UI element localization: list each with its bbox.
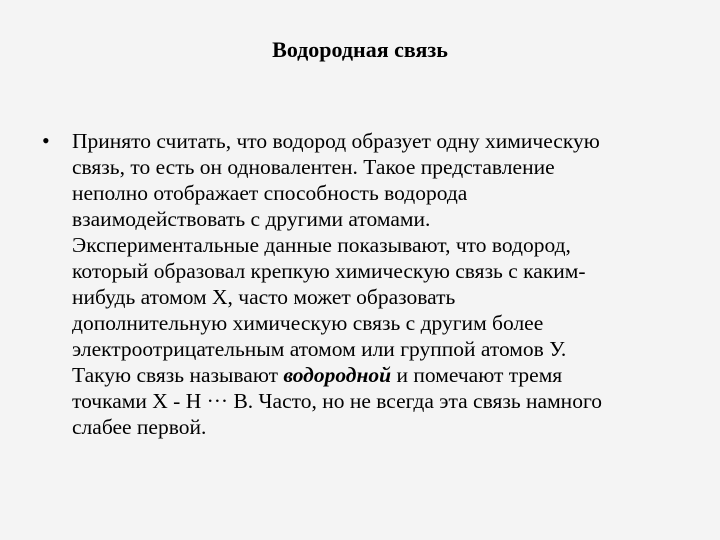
bullet-text-part-2: и помечают тремя точками Х - Н ··· В. Часто, но не всегда эта связь намного слабее первой. [72,363,602,439]
bullet-text-part-1: Принято считать, что водород образует одну химическую связь, то есть он одновалентен. Такое представление неполно отображает способность водорода взаимодействовать с другими атомами. Экспериментальные данные показывают, что водород, который образовал крепкую химическую связь с каким- нибудь атомом Х, часто может образовать дополнительную химическую связь с другим более электроотрицательным атомом или группой атомов У. Такую связь называют [72,129,600,387]
bullet-text [72,128,682,440]
bullet-text-emphasis: водородной [283,363,392,387]
bullet-marker: • [42,128,50,153]
slide-title: Водородная связь [272,37,448,62]
bullet-item [42,128,682,440]
